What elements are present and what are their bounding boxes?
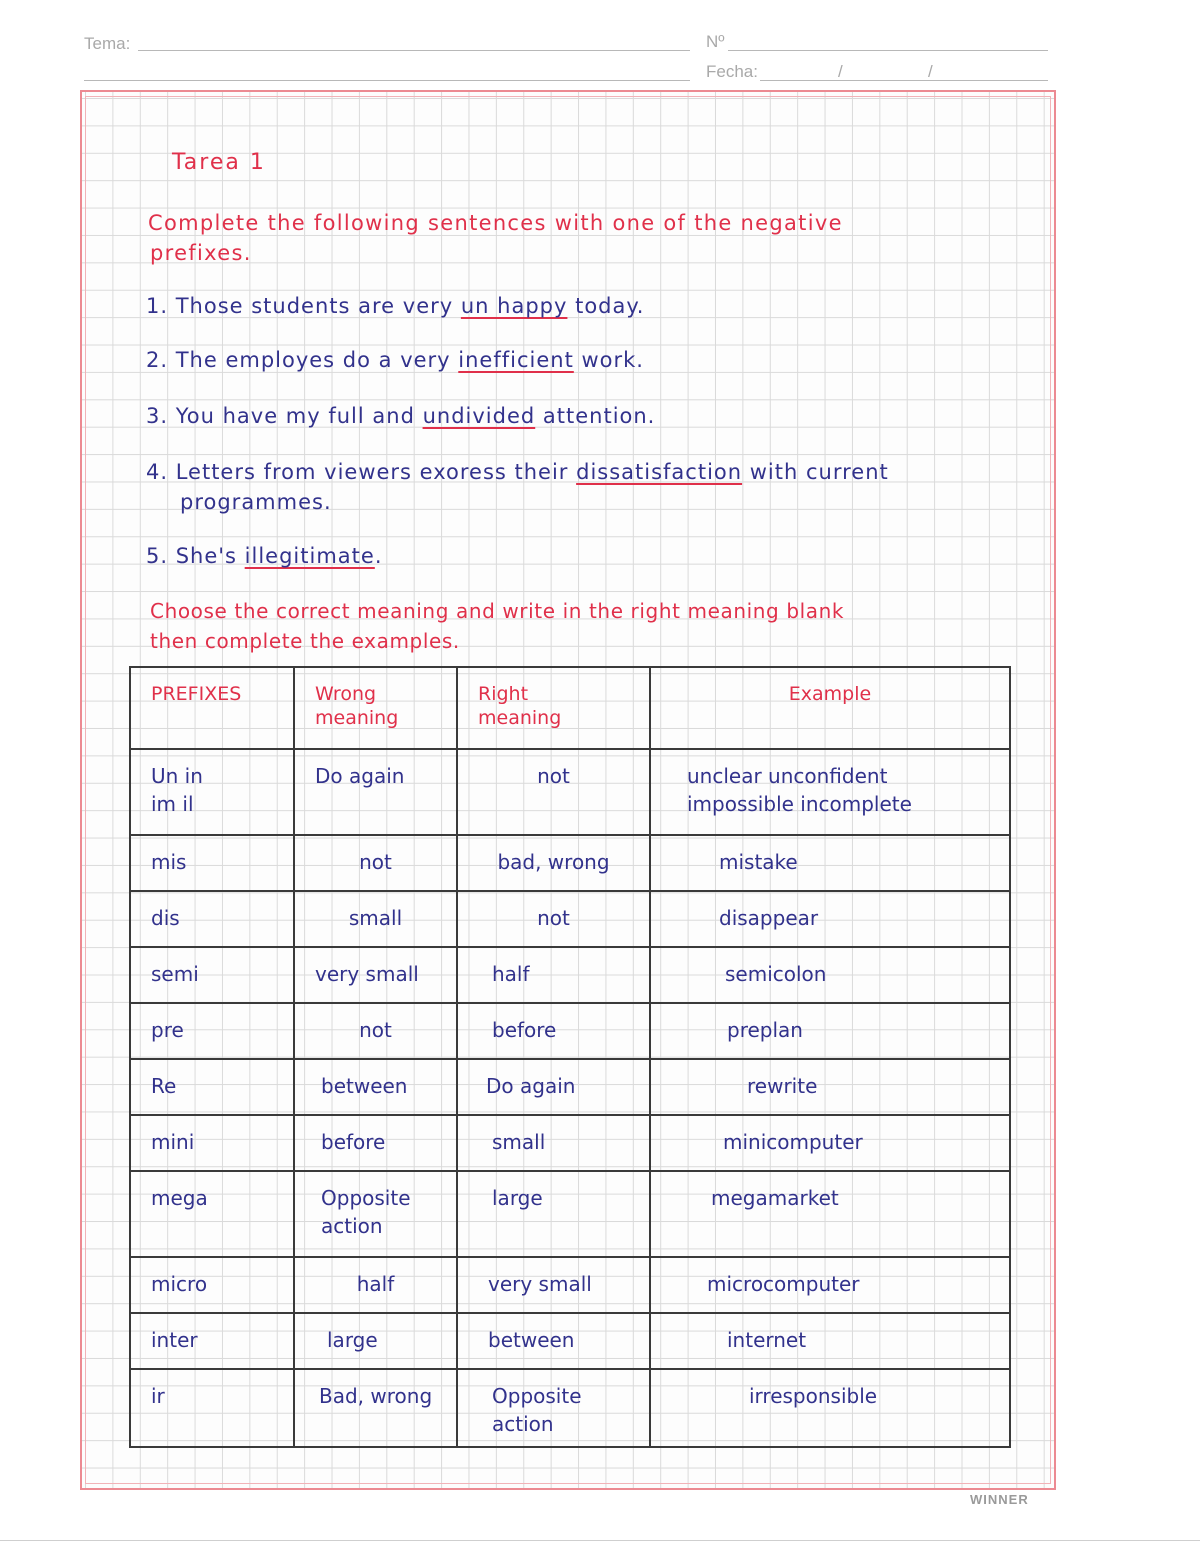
cell-example [650, 1171, 1010, 1257]
instructions-1-line-2: prefixes. [150, 241, 252, 265]
sentence-1-end: today. [567, 294, 645, 318]
right-text: Do again [486, 1074, 576, 1098]
cell-example [650, 1003, 1010, 1059]
right-text-2: action [492, 1412, 554, 1436]
prefix-text: Un in [151, 764, 203, 788]
wrong-text: before [321, 1130, 386, 1154]
header-prefixes [130, 667, 294, 749]
example-text: semicolon [725, 962, 827, 986]
cell-wrong [294, 1257, 457, 1313]
wrong-text: Do again [315, 764, 405, 788]
cell-right [457, 749, 650, 835]
header-example [650, 667, 1010, 749]
cell-right [457, 835, 650, 891]
sentence-2-answer: inefficient [458, 348, 574, 372]
sentence-4-line-2: programmes. [180, 490, 332, 514]
sentence-3-end: attention. [535, 404, 656, 428]
cell-wrong [294, 835, 457, 891]
cell-wrong [294, 1059, 457, 1115]
prefix-text: mis [151, 850, 187, 874]
sentence-2-text: 2. The employes do a very [146, 348, 459, 372]
brand-stamp: WINNER [970, 1492, 1029, 1507]
sentence-1-answer: un happy [460, 294, 568, 318]
cell-right [457, 1369, 650, 1447]
wrong-text: between [321, 1074, 408, 1098]
header-wrong-meaning-text: meaning [315, 707, 399, 729]
cell-example [650, 1059, 1010, 1115]
right-text: half [492, 962, 530, 986]
example-text: internet [727, 1328, 807, 1352]
cell-wrong [294, 1003, 457, 1059]
example-text: unclear unconfident [687, 764, 888, 788]
instructions-2-line-1: Choose the correct meaning and write in the right meaning blank [150, 599, 845, 623]
sentence-4-text: 4. Letters from viewers exoress their [146, 460, 577, 484]
wrong-text: very small [315, 962, 419, 986]
cell-wrong [294, 891, 457, 947]
fecha-separator-1: / [838, 62, 843, 81]
cell-example [650, 1115, 1010, 1171]
table-header-row [130, 667, 1010, 749]
cell-wrong [294, 1115, 457, 1171]
table-row [130, 1059, 1010, 1115]
header-right-meaning [457, 667, 650, 749]
right-text: not [537, 764, 570, 788]
example-text: minicomputer [723, 1130, 863, 1154]
example-text-2: impossible incomplete [687, 792, 912, 816]
cell-wrong [294, 1369, 457, 1447]
sentence-4 [146, 460, 889, 484]
sentence-5 [146, 544, 383, 568]
table-row [130, 1003, 1010, 1059]
cell-wrong [294, 947, 457, 1003]
cell-prefix [130, 1003, 294, 1059]
numero-line [728, 50, 1048, 51]
sentence-2-end: work. [573, 348, 644, 372]
header-wrong-meaning [294, 667, 457, 749]
table-row [130, 835, 1010, 891]
prefix-text: ir [151, 1384, 165, 1408]
right-text: not [537, 906, 570, 930]
cell-example [650, 891, 1010, 947]
header-right-meaning-text: meaning [478, 707, 562, 729]
tema-line-2 [84, 80, 690, 81]
cell-prefix [130, 891, 294, 947]
sentence-3 [146, 404, 655, 428]
table-row [130, 1257, 1010, 1313]
example-text: microcomputer [707, 1272, 860, 1296]
right-text: small [492, 1130, 546, 1154]
wrong-text: half [356, 1272, 395, 1296]
cell-wrong [294, 1313, 457, 1369]
scan-bottom-edge [0, 1540, 1200, 1541]
cell-wrong [294, 1171, 457, 1257]
cell-wrong [294, 749, 457, 835]
prefix-table [129, 666, 1011, 1448]
cell-prefix [130, 1171, 294, 1257]
cell-prefix [130, 947, 294, 1003]
cell-right [457, 1171, 650, 1257]
wrong-text: small [348, 906, 403, 930]
fecha-label: Fecha: [706, 62, 758, 81]
cell-example [650, 1257, 1010, 1313]
cell-right [457, 947, 650, 1003]
cell-prefix [130, 1369, 294, 1447]
wrong-text: large [327, 1328, 378, 1352]
example-text: preplan [727, 1018, 803, 1042]
header-example-text: Example [788, 683, 872, 705]
prefix-text: micro [151, 1272, 208, 1296]
right-text: Opposite [492, 1384, 582, 1408]
cell-prefix [130, 1059, 294, 1115]
table-row [130, 891, 1010, 947]
cell-prefix [130, 749, 294, 835]
example-text: irresponsible [749, 1384, 878, 1408]
cell-right [457, 1313, 650, 1369]
sentence-1 [146, 294, 645, 318]
wrong-text-2: action [321, 1214, 383, 1238]
prefix-text: pre [151, 1018, 184, 1042]
cell-right [457, 891, 650, 947]
table-row [130, 1115, 1010, 1171]
tema-label: Tema: [84, 34, 131, 53]
instructions-2-line-2: then complete the examples. [150, 629, 460, 653]
wrong-text: Bad, wrong [319, 1384, 433, 1408]
cell-right [457, 1003, 650, 1059]
cell-example [650, 835, 1010, 891]
prefix-text: mini [151, 1130, 195, 1154]
cell-example [650, 1369, 1010, 1447]
table-row [130, 1313, 1010, 1369]
wrong-text: not [359, 850, 392, 874]
sentence-5-text: 5. She's [146, 544, 245, 568]
example-text: mistake [719, 850, 798, 874]
table-row [130, 947, 1010, 1003]
sentence-3-text: 3. You have my full and [146, 404, 423, 428]
example-text: megamarket [711, 1186, 839, 1210]
page-title: Tarea 1 [172, 150, 266, 175]
example-text: disappear [719, 906, 819, 930]
cell-right [457, 1257, 650, 1313]
tema-line [138, 50, 690, 51]
cell-prefix [130, 1257, 294, 1313]
example-text: rewrite [747, 1074, 818, 1098]
wrong-text: Opposite [321, 1186, 411, 1210]
right-text: bad, wrong [497, 850, 610, 874]
cell-example [650, 749, 1010, 835]
sentence-1-text: 1. Those students are very [146, 294, 461, 318]
prefix-text: inter [151, 1328, 198, 1352]
sentence-5-answer: illegitimate [244, 544, 375, 568]
right-text: before [492, 1018, 557, 1042]
cell-right [457, 1059, 650, 1115]
prefix-text-2: im il [151, 792, 194, 816]
right-text: large [492, 1186, 543, 1210]
header-right-text: Right [478, 683, 529, 705]
sentence-2 [146, 348, 644, 372]
prefix-text: dis [151, 906, 180, 930]
instructions-1-line-1: Complete the following sentences with one of the negative [148, 211, 843, 235]
table-row [130, 1369, 1010, 1447]
right-text: between [488, 1328, 575, 1352]
table-row [130, 749, 1010, 835]
cell-prefix [130, 835, 294, 891]
header-wrong-text: Wrong [315, 683, 377, 705]
table-row [130, 1171, 1010, 1257]
sentence-4-end: with current [742, 460, 889, 484]
fecha-line [760, 80, 1048, 81]
prefix-text: semi [151, 962, 199, 986]
wrong-text: not [359, 1018, 392, 1042]
sentence-4-answer: dissatisfaction [576, 460, 743, 484]
sentence-3-answer: undivided [422, 404, 536, 428]
prefix-text: Re [151, 1074, 177, 1098]
cell-example [650, 947, 1010, 1003]
cell-prefix [130, 1115, 294, 1171]
sentence-5-end: . [374, 544, 383, 568]
numero-label: Nº [706, 32, 725, 51]
right-text: very small [488, 1272, 592, 1296]
cell-example [650, 1313, 1010, 1369]
cell-prefix [130, 1313, 294, 1369]
prefix-text: mega [151, 1186, 208, 1210]
fecha-separator-2: / [928, 62, 933, 81]
header-prefixes-text: PREFIXES [151, 683, 242, 705]
cell-right [457, 1115, 650, 1171]
